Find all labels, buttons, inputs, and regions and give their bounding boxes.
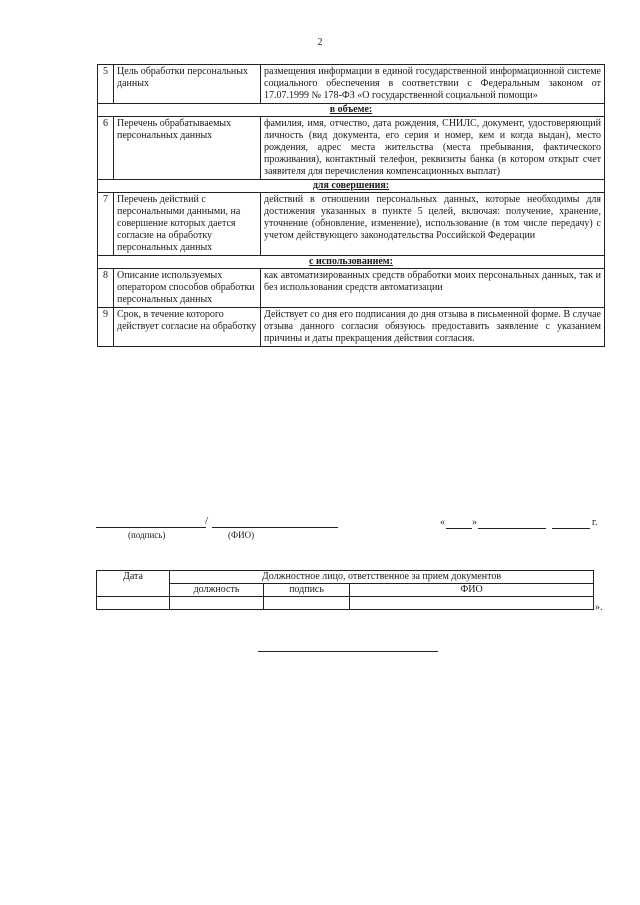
row-number: 5 bbox=[98, 65, 114, 104]
date-open-quote: « bbox=[440, 517, 445, 528]
section-separator-row bbox=[98, 256, 605, 269]
consent-row bbox=[98, 269, 605, 308]
row-content: как автоматизированных средств обработки моих персональных данных, так и без использования средств автоматизации bbox=[261, 269, 605, 308]
year-suffix: г. bbox=[592, 517, 598, 528]
position-header: должность bbox=[170, 584, 264, 597]
bottom-line bbox=[258, 651, 438, 652]
date-day-line[interactable] bbox=[446, 528, 472, 529]
signature-line[interactable] bbox=[96, 527, 206, 528]
consent-row bbox=[98, 308, 605, 347]
row-number: 6 bbox=[98, 117, 114, 180]
row-content: Действует со дня его подписания до дня отзыва в письменной форме. В случае отзыва данного согласия обязуюсь предоставить заявление с указанием причины и даты прекращения действия согласия. bbox=[261, 308, 605, 347]
fio-header: ФИО bbox=[350, 584, 594, 597]
row-number: 9 bbox=[98, 308, 114, 347]
staff-table bbox=[96, 570, 594, 610]
section-separator: в объеме: bbox=[98, 104, 605, 117]
consent-row bbox=[98, 65, 605, 104]
signature-slash: / bbox=[205, 515, 209, 527]
signature-header: подпись bbox=[264, 584, 350, 597]
section-separator: для совершения: bbox=[98, 180, 605, 193]
fio-cell[interactable] bbox=[350, 597, 594, 610]
section-separator-row bbox=[98, 180, 605, 193]
row-content: действий в отношении персональных данных, которые необходимы для достижения указанных в пункте 5 целей, включая: получение, хранение, уточнение (обновление, изменение), использование (в том числе передачу) с учетом действующего законодательства Российской Федерации bbox=[261, 193, 605, 256]
date-close-quote: » bbox=[472, 517, 477, 528]
row-number: 7 bbox=[98, 193, 114, 256]
date-header: Дата bbox=[97, 571, 170, 597]
podpis-caption: (подпись) bbox=[128, 530, 166, 540]
row-number: 8 bbox=[98, 269, 114, 308]
row-label: Перечень действий с персональными данными, на совершение которых дается согласие на обработку персональных данных bbox=[114, 193, 261, 256]
date-year-line[interactable] bbox=[552, 528, 590, 529]
position-cell[interactable] bbox=[170, 597, 264, 610]
closing-quote: ». bbox=[595, 602, 603, 613]
consent-row bbox=[98, 193, 605, 256]
fio-caption: (ФИО) bbox=[228, 530, 255, 540]
signature-cell[interactable] bbox=[264, 597, 350, 610]
date-month-line[interactable] bbox=[478, 528, 546, 529]
fio-line[interactable] bbox=[212, 527, 338, 528]
page-number: 2 bbox=[317, 37, 323, 48]
row-content: размещения информации в единой государственной информационной системе социального обеспечения в соответствии с Федеральным законом от 17.07.1999 № 178-ФЗ «О государственной социальной помощи» bbox=[261, 65, 605, 104]
consent-row bbox=[98, 117, 605, 180]
row-label: Описание используемых оператором способов обработки персональных данных bbox=[114, 269, 261, 308]
row-content: фамилия, имя, отчество, дата рождения, СНИЛС, документ, удостоверяющий личность (вид документа, его серия и номер, кем и когда выдан), место рождения, адрес места жительства (места пребывания, фактического проживания), контактный телефон, реквизиты банка (в котором открыт счет заявителя для перечисления компенсационных выплат) bbox=[261, 117, 605, 180]
date-cell[interactable] bbox=[97, 597, 170, 610]
row-label: Цель обработки персональных данных bbox=[114, 65, 261, 104]
official-header: Должностное лицо, ответственное за прием документов bbox=[170, 571, 594, 584]
row-label: Срок, в течение которого действует согласие на обработку bbox=[114, 308, 261, 347]
consent-table bbox=[97, 64, 605, 347]
row-label: Перечень обрабатываемых персональных данных bbox=[114, 117, 261, 180]
section-separator: с использованием: bbox=[98, 256, 605, 269]
section-separator-row bbox=[98, 104, 605, 117]
